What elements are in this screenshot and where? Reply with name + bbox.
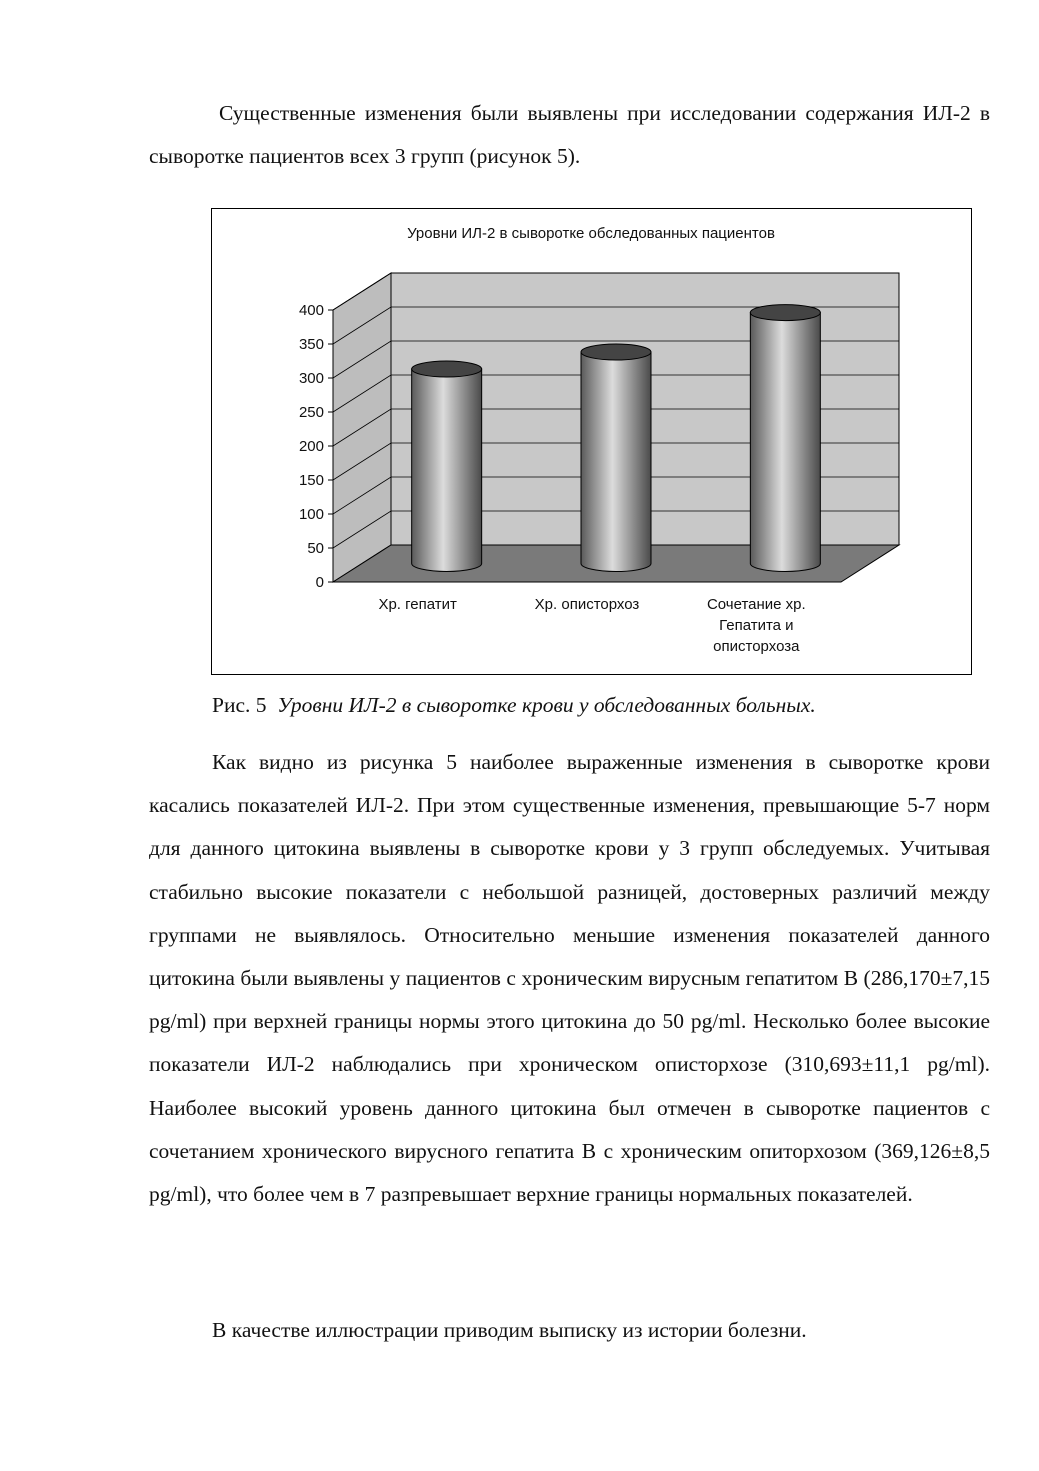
y-tick-label: 150 [298, 472, 324, 489]
x-tick-label: Хр. гепатит [378, 596, 457, 613]
chart-figure [211, 208, 972, 675]
bar-body [750, 313, 820, 572]
bar-body [581, 352, 651, 571]
paragraph-discussion: Как видно из рисунка 5 наиболее выраженные изменения в сыворотке крови касались показателей ИЛ-2. При этом существенные изменения, превышающие 5-7 норм для данного цитокина выявлены в сыворотке крови у 3 групп обследуемых. Учитывая стабильно высокие показатели с небольшой разницей, достоверных различий между группами не выявлялось. Относительно меньшие изменения показателей данного цитокина были выявлены у пациентов с хроническим вирусным гепатитом В (286,170±7,15 pg/ml) при верхней границы нормы этого цитокина до 50 pg/ml. Несколько более высокие показатели ИЛ-2 наблюдались при хроническом описторхозе (310,693±11,1 pg/ml). Наиболее высокий уровень данного цитокина был отмечен в сыворотке пациентов с сочетанием хронического вирусного гепатита В с хроническим опиторхозом (369,126±8,5 pg/ml), что более чем в 7 разпревышает верхние границы нормальных показателей. [149, 750, 990, 1207]
y-tick-label: 100 [298, 506, 324, 523]
caption-text: Уровни ИЛ-2 в сыворотке крови у обследованных больных. [277, 693, 816, 717]
y-tick-label: 250 [298, 404, 324, 421]
y-tick-label: 300 [298, 370, 324, 387]
bar-body [412, 369, 482, 571]
x-tick-label: Сочетание хр. [706, 596, 806, 613]
x-tick-label: описторхоза [713, 638, 800, 655]
paragraph-intro: Существенные изменения были выявлены при исследовании содержания ИЛ-2 в сыворотке пациентов всех 3 групп (рисунок 5). [149, 101, 990, 169]
caption-prefix: Рис. 5 [212, 693, 267, 717]
figure-caption [212, 693, 816, 718]
bar-chart [212, 209, 971, 674]
paragraph-closing: В качестве иллюстрации приводим выписку из истории болезни. [212, 1318, 807, 1342]
x-tick-label: Гепатита и [719, 617, 794, 634]
y-tick-label: 350 [298, 336, 324, 353]
y-tick-label: 50 [307, 540, 324, 557]
bar-top [581, 344, 651, 360]
y-tick-label: 0 [315, 574, 324, 591]
bar-top [412, 361, 482, 377]
bar-2 [581, 344, 651, 571]
x-tick-label: Хр. описторхоз [534, 596, 640, 613]
chart-title: Уровни ИЛ-2 в сыворотке обследованных пациентов [407, 225, 775, 242]
bar-top [750, 305, 820, 321]
bar-3 [750, 305, 820, 572]
y-tick-label: 400 [298, 302, 324, 319]
bar-1 [412, 361, 482, 571]
y-tick-label: 200 [298, 438, 324, 455]
